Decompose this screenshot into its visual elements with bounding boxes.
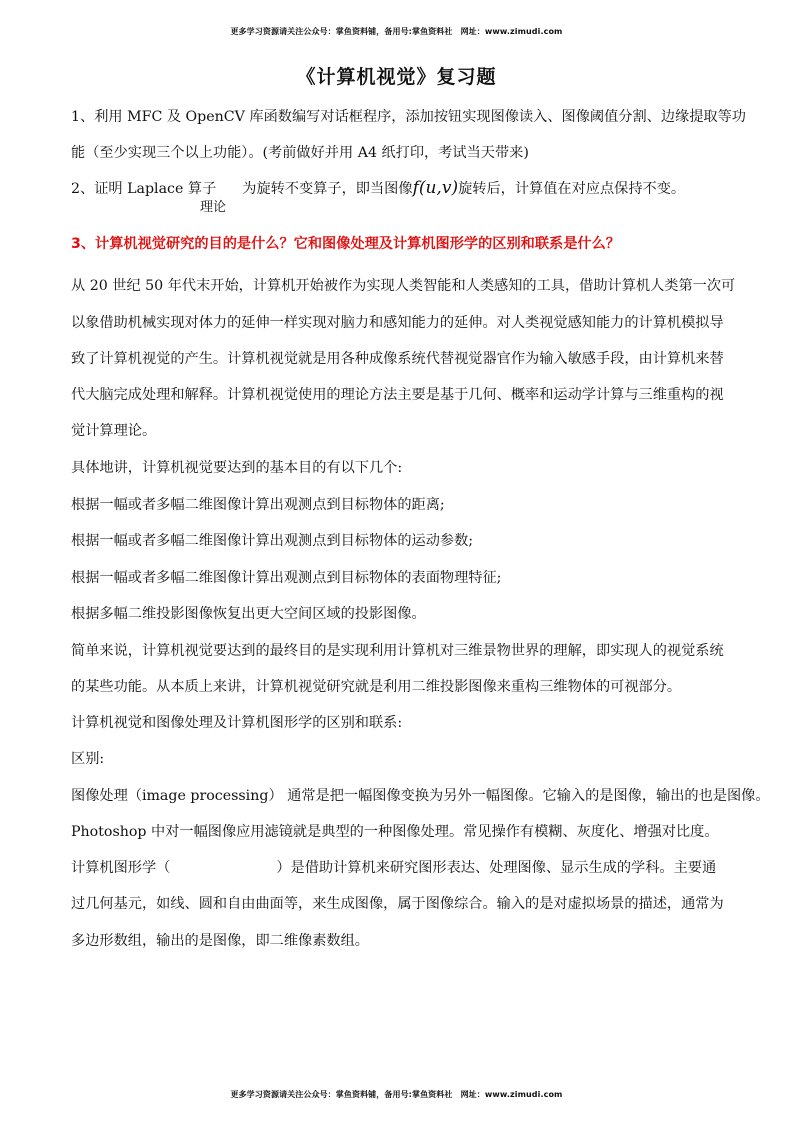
relation-intro: 计算机视觉和图像处理及计算机图形学的区别和联系: (71, 715, 403, 731)
question-3-heading: 3、计算机视觉研究的目的是什么？它和图像处理及计算机图形学的区别和联系是什么？ (71, 236, 620, 252)
image-processing-line-1: 图像处理（image processing） 通常是把一幅图像变换为另外一幅图像。它输入的是图像，输出的也是图像。 (71, 788, 770, 804)
summary-line-2: 的某些功能。从本质上来讲，计算机视觉研究就是利用二维投影图像来重构三维物体的可视部分。 (71, 679, 682, 695)
graphics-part-2: ）是借助计算机来研究图形表达、处理图像、显示生成的学科。主要通 (276, 860, 717, 876)
goal-item: 根据一幅或者多幅二维图像计算出观测点到目标物体的表面物理特征; (71, 570, 502, 586)
image-processing-line-2: Photoshop 中对一幅图像应用滤镜就是典型的一种图像处理。常见操作有模糊、灰度化、增强对比度。 (71, 824, 719, 840)
answer-para-1-line-3: 致了计算机视觉的产生。计算机视觉就是用各种成像系统代替视觉器官作为输入敏感手段，由计算机来替 (71, 351, 724, 367)
question-2-part-2: 为旋转不变算子，即当图像 (242, 181, 413, 197)
goal-item: 根据多幅二维投影图像恢复出更大空间区域的投影图像。 (71, 606, 426, 622)
answer-para-1-line-2: 以象借助机械实现对体力的延伸一样实现对脑力和感知能力的延伸。对人类视觉感知能力的计算机模拟导 (71, 315, 724, 331)
graphics-line-3: 多边形数组，输出的是图像，即二维像素数组。 (71, 933, 369, 949)
page-title: 《计算机视觉》复习题 (296, 66, 497, 88)
summary-line-1: 简单来说，计算机视觉要达到的最终目的是实现利用计算机对三维景物世界的理解，即实现人的视觉系统 (71, 643, 724, 659)
page-footer: 更多学习资源请关注公众号：掌鱼资料铺，备用号:掌鱼资料社 网址：www.zimudi.com (230, 1090, 563, 1099)
question-2 (71, 178, 723, 198)
question-2-subscript: 理论 (200, 200, 227, 215)
goals-intro: 具体地讲，计算机视觉要达到的基本目的有以下几个: (71, 460, 403, 476)
question-2-part-1: 2、证明 Laplace 算子 (71, 181, 217, 197)
graphics-part-1: 计算机图形学（ (71, 860, 171, 876)
question-1-line-1: 1、利用 MFC 及 OpenCV 库函数编写对话框程序，添加按钮实现图像读入、图像阈值分割、边缘提取等功 (71, 109, 746, 125)
graphics-line-2: 过几何基元，如线、圆和自由曲面等，来生成图像，属于图像综合。输入的是对虚拟场景的描述，通常为 (71, 896, 724, 912)
question-2-formula: f(u,v) (412, 178, 459, 198)
question-2-part-3: 旋转后，计算值在对应点保持不变。 (458, 181, 686, 197)
graphics-line-1 (71, 857, 723, 877)
answer-para-1-line-1: 从 20 世纪 50 年代末开始，计算机开始被作为实现人类智能和人类感知的工具，借助计算机人类第一次可 (71, 278, 736, 294)
difference-label: 区别: (71, 751, 105, 767)
goal-item: 根据一幅或者多幅二维图像计算出观测点到目标物体的距离; (71, 497, 445, 513)
answer-para-1-line-4: 代大脑完成处理和解释。计算机视觉使用的理论方法主要是基于几何、概率和运动学计算与三维重构的视 (71, 387, 724, 403)
goal-item: 根据一幅或者多幅二维图像计算出观测点到目标物体的运动参数; (71, 533, 474, 549)
page-header: 更多学习资源请关注公众号：掌鱼资料铺，备用号:掌鱼资料社 网址：www.zimudi.com (230, 27, 563, 36)
answer-para-1-line-5: 觉计算理论。 (71, 423, 157, 439)
question-1-line-2: 能（至少实现三个以上功能）。(考前做好并用 A4 纸打印，考试当天带来) (71, 145, 529, 161)
